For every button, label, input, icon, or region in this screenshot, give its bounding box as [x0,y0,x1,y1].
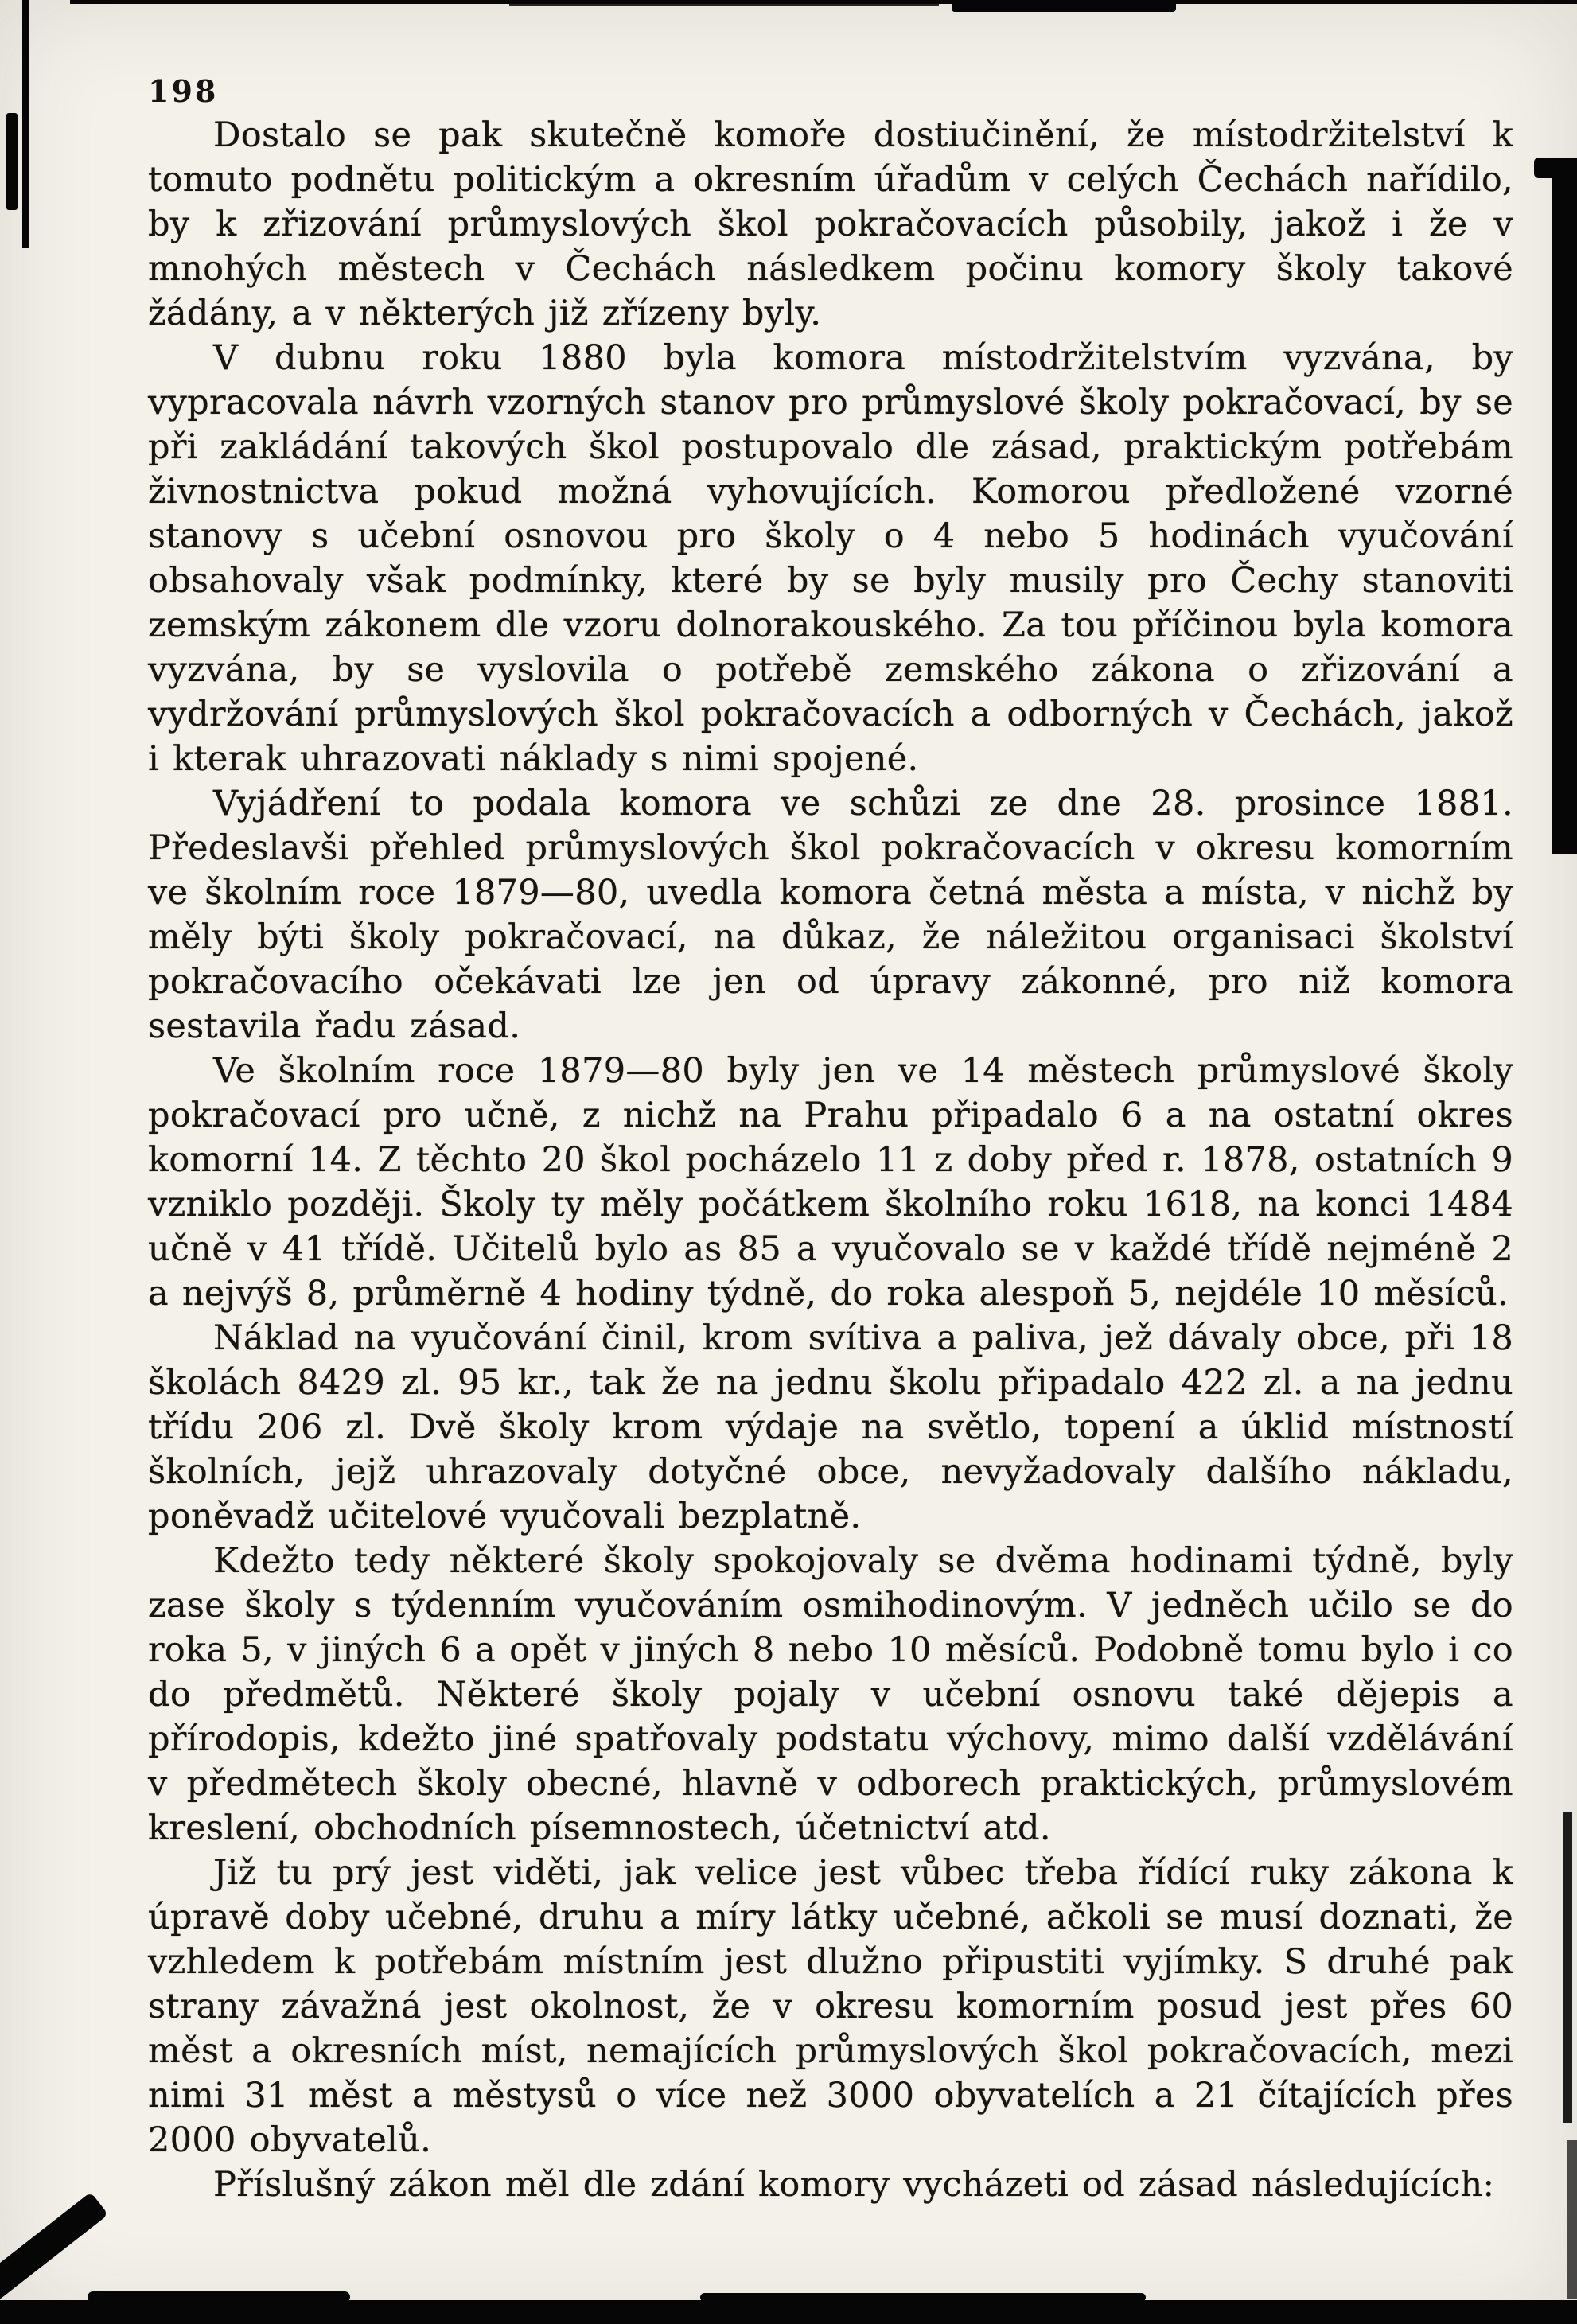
scan-artifact-top-thick [952,0,1176,12]
scan-artifact-right-bar [1552,177,1577,854]
paragraph: Ve školním roce 1879—80 byly jen ve 14 městech průmyslové školy pokračovací pro učně, z nichž na Prahu připadalo 6 a na ostatní okres komorní 14. Z těchto 20 škol pocházelo 11 z doby před r. 1878, ostatních 9 vzniklo později. Školy ty měly počátkem školního roku 1618, na konci 1484 učně v 41 třídě. Učitelů bylo as 85 a vyučovalo se v každé třídě nejméně 2 a nejvýš 8, průměrně 4 hodiny týdně, do roka alespoň 5, nejdéle 10 měsíců. [148,1051,1513,1314]
paragraph: Kdežto tedy některé školy spokojovaly se dvěma hodinami týdně, byly zase školy s týdenním vyučováním osmihodinovým. V jedněch učilo se do roka 5, v jiných 6 a opět v jiných 8 nebo 10 měsíců. Podobně tomu bylo i co do předmětů. Některé školy pojaly v učební osnovu také dějepis a přírodopis, kdežto jiné spatřovaly podstatu výchovy, mimo další vzdělávání v předmětech školy obecné, hlavně v odborech praktických, průmyslovém kreslení, obchodních písemnostech, účetnictví atd. [148,1541,1513,1848]
paragraph: Náklad na vyučování činil, krom svítiva a paliva, jež dávaly obce, při 18 školách 8429 zl. 95 kr., tak že na jednu školu připadalo 422 zl. a na jednu třídu 206 zl. Dvě školy krom výdaje na světlo, topení a úklid místností školních, jejž uhrazovaly dotyčné obce, nevyžadovaly dalšího nákladu, poněvadž učitelové vyučovali bezplatně. [148,1318,1513,1536]
scan-artifact-bottom-bump [88,2291,350,2303]
scan-artifact-bottom-band [0,2300,1577,2324]
scan-artifact-right-cap [1534,158,1577,178]
paragraph: Již tu prý jest viděti, jak velice jest vůbec třeba řídící ruky zákona k úpravě doby učebné, druhu a míry látky učebné, ačkoli se musí doznati, že vzhledem k potřebám místním jest dlužno připustiti vyjímky. S druhé pak strany závažná jest okolnost, že v okresu komorním posud jest přes 60 měst a okresních míst, nemajících průmyslových škol pokračovacích, mezi nimi 31 měst a městysů o více než 3000 obyvatelích a 21 čítajících přes 2000 obyvatelů. [148,1853,1513,2160]
scan-artifact-right-low [1567,2140,1577,2299]
scan-artifact-left-nub [6,113,18,210]
paragraph: V dubnu roku 1880 byla komora místodržitelstvím vyzvána, by vypracovala návrh vzorných stanov pro průmyslové školy pokračovací, by se při zakládání takových škol postupovalo dle zásad, praktickým potřebám živnostnictva pokud možná vyhovujících. Komorou předložené vzorné stanovy s učební osnovou pro školy o 4 nebo 5 hodinách vyučování obsahovaly však podmínky, které by se byly musily pro Čechy stanoviti zemským zákonem dle vzoru dolnorakouského. Za tou příčinou byla komora vyzvána, by se vyslovila o potřebě zemského zákona o zřizování a vydržování průmyslových škol pokračovacích a odborných v Čechách, jakož i kterak uhrazovati náklady s nimi spojené. [148,338,1513,779]
paragraph: Příslušný zákon měl dle zdání komory vycházeti od zásad následujících: [213,2165,1495,2205]
paragraph: Dostalo se pak skutečně komoře dostiučinění, že místodržitelství k tomuto podnětu politickým a okresním úřadům v celých Čechách nařídilo, by k zřizování průmyslových škol pokračovacích působily, jakož i že v mnohých městech v Čechách následkem počinu komory školy takové žádány, a v některých již zřízeny byly. [148,115,1513,333]
paragraph: Vyjádření to podala komora ve schůzi ze dne 28. prosince 1881. Předeslavši přehled průmyslových škol pokračovacích v okresu komorním ve školním roce 1879—80, uvedla komora četná města a místa, v nichž by měly býti školy pokračovací, na důkaz, že náležitou organisaci školství pokračovacího očekávati lze jen od úpravy zákonné, pro niž komora sestavila řadu zásad. [148,784,1513,1046]
scan-artifact-left-bar [22,0,29,248]
page-text-block [148,113,1513,2207]
scan-artifact-bottom-bump [700,2293,1146,2302]
scan-artifact-top-mid [509,0,939,6]
scan-artifact-right-thin [1563,1812,1572,2123]
scan-artifact-corner-diagonal [0,2192,108,2302]
page-number: 198 [148,73,219,109]
